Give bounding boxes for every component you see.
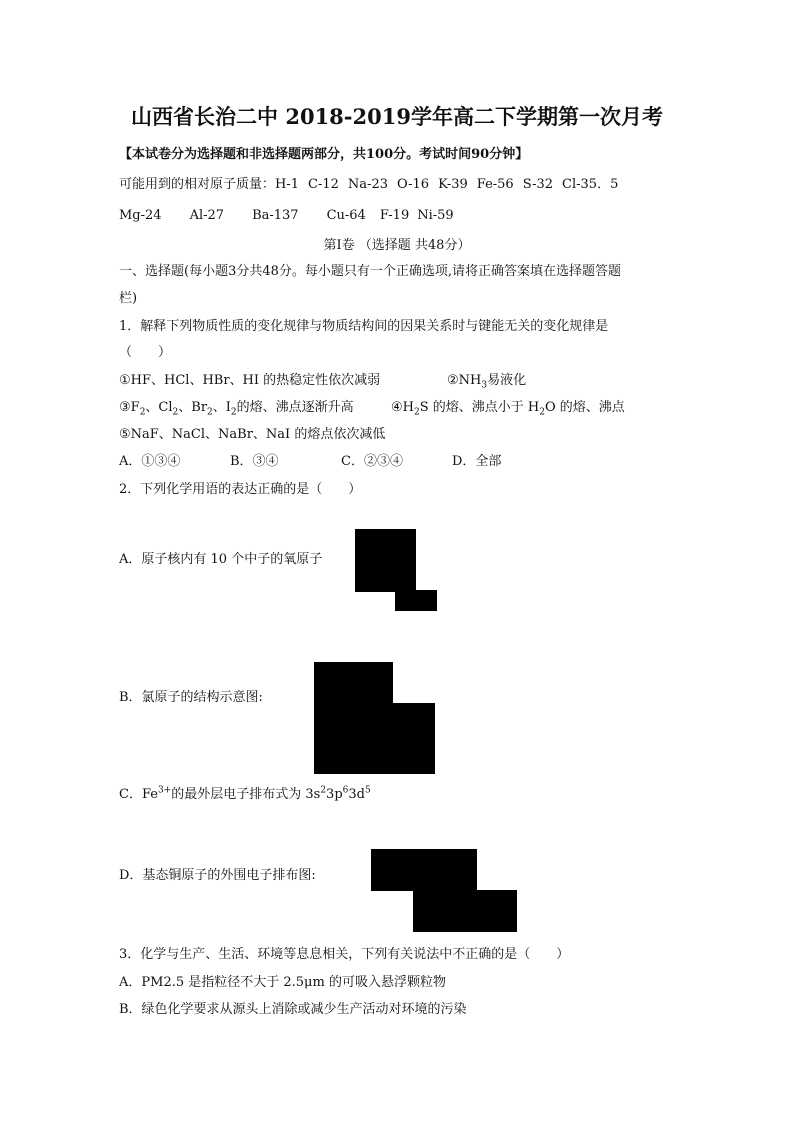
volume-title: 第Ⅰ卷 （选择题 共48分） [323,238,471,253]
q2-option-c[interactable] [119,786,371,804]
exam-notice: 【本试卷分为选择题和非选择题两部分，共100分。考试时间90分钟】 [119,147,529,162]
q2-c-part: 3p [326,787,343,802]
q1-statement-1: ①HF、HCl、HBr、HI 的热稳定性依次减弱 [119,373,381,388]
q1-s4-sub: 2 [414,407,420,418]
q2-c-part: 的最外层电子排布式为 3s [171,787,321,802]
q1-option-d[interactable]: D．全部 [452,454,502,469]
section-intro-cont: 栏) [119,291,138,306]
q2-c-sup: 6 [342,785,349,796]
q1-statement-3 [119,399,354,417]
atomic-mass-item: Al-27 [189,208,225,223]
q3-stem: 3．化学与生产、生活、环境等息息相关，下列有关说法中不正确的是（ ） [119,947,570,962]
q1-s3-part: 、Cl [145,400,173,415]
q1-s3-part: 、Br [178,400,208,415]
redacted-figure-block [355,529,416,592]
q1-s3-sub: 2 [207,407,213,418]
atomic-mass-item: Fe-56 [476,177,514,192]
q1-statement-5: ⑤NaF、NaCl、NaBr、NaI 的熔点依次减低 [119,427,386,442]
q3-option-b[interactable]: B．绿色化学要求从源头上消除或减少生产活动对环境的污染 [119,1002,467,1017]
atomic-mass-item: O-16 [396,177,430,192]
q1-s3-part: 的熔、沸点逐渐升高 [236,400,354,415]
q1-s2-text-post: 易液化 [487,373,527,388]
q1-option-a[interactable]: A．①③④ [119,454,181,469]
exam-title: 山西省长治二中 2018-2019学年高二下学期第一次月考 [131,104,663,129]
q1-statement-4 [391,399,625,417]
atomic-mass-item: S-32 [522,177,554,192]
q2-c-part: 3d [348,787,365,802]
q1-option-b[interactable]: B．③④ [230,454,279,469]
atomic-mass-item: Ni-59 [417,208,454,223]
q1-statement-2 [447,372,526,390]
q1-s3-sub: 2 [172,407,179,418]
atomic-mass-item: Na-23 [347,177,388,192]
atomic-mass-item: Mg-24 [119,208,162,223]
atomic-mass-item: C-12 [308,177,339,192]
q1-options [119,453,501,471]
q1-s4-part: O 的熔、沸点 [544,400,625,415]
atomic-mass-item: Ba-137 [252,208,299,223]
q2-option-d[interactable]: D．基态铜原子的外围电子排布图: [119,868,316,883]
atomic-mass-line-1 [119,176,627,194]
q1-option-c[interactable]: C．②③④ [341,454,403,469]
q1-s3-sub: 2 [139,407,146,418]
redacted-figure-block [371,849,477,891]
q2-c-part: C．Fe [119,787,158,802]
q1-s4-sub: 2 [539,407,545,418]
atomic-mass-item: Cu-64 [326,208,366,223]
q1-s2-sub: 3 [481,380,488,391]
atomic-mass-item: H-1 [275,177,300,192]
q3-option-a[interactable]: A．PM2.5 是指粒径不大于 2.5μm 的可吸入悬浮颗粒物 [119,975,446,990]
q1-stem: 1．解释下列物质性质的变化规律与物质结构间的因果关系时与键能无关的变化规律是 [119,319,609,334]
q2-option-b[interactable]: B．氯原子的结构示意图: [119,690,263,705]
q1-s3-part: ③F [119,400,140,415]
redacted-figure-block [395,590,437,611]
q1-s3-part: 、I [212,400,231,415]
q2-c-sup: 2 [320,785,327,796]
section-intro: 一、选择题(每小题3分共48分。每小题只有一个正确选项,请将正确答案填在选择题答题 [119,264,622,279]
redacted-figure-block [413,890,517,932]
redacted-figure-block [314,662,393,774]
atomic-mass-line-2 [119,207,482,225]
q2-c-sup: 3+ [157,785,172,796]
atomic-mass-item: K-39 [438,177,468,192]
atomic-mass-label: 可能用到的相对原子质量： [119,177,276,192]
q2-option-a[interactable]: A．原子核内有 10 个中子的氧原子 [119,552,323,567]
atomic-mass-item: F-19 [379,208,410,223]
q1-answer-bracket: （ ） [119,345,172,360]
atomic-mass-item: Cl-35．5 [562,177,619,192]
q2-c-sup: 5 [364,785,371,796]
q1-s2-text: ②NH [447,373,482,388]
q1-s4-part: ④H [391,400,414,415]
redacted-figure-block [392,703,435,774]
q2-stem: 2．下列化学用语的表达正确的是（ ） [119,482,362,497]
q1-s3-sub: 2 [230,407,237,418]
q1-s4-part: S 的熔、沸点小于 H [419,400,540,415]
